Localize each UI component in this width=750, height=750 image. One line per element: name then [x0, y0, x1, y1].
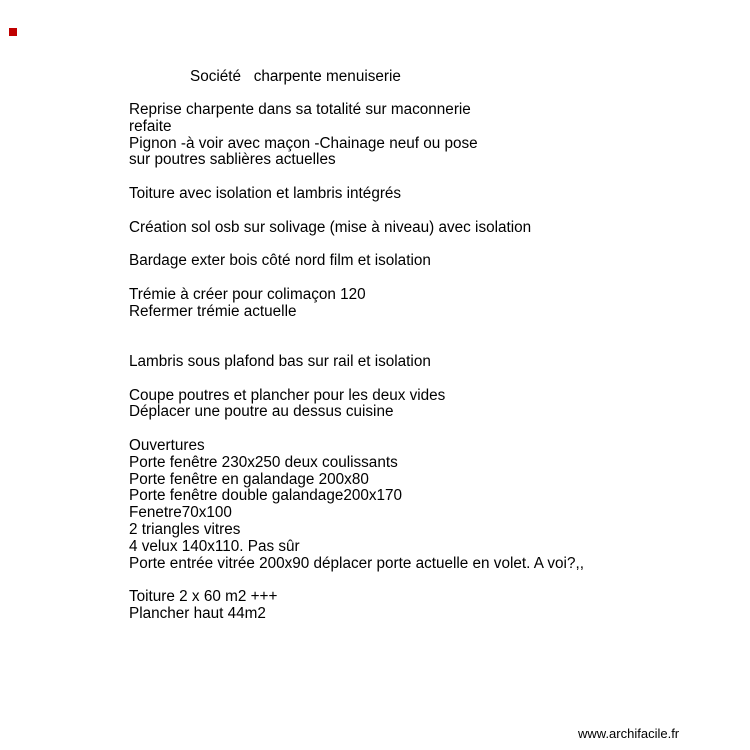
doc-line [129, 572, 730, 589]
page-title: Société charpente menuiserie [190, 68, 401, 85]
doc-line: Trémie à créer pour colimaçon 120 [129, 285, 366, 303]
doc-line: Porte fenêtre double galandage200x170 [129, 487, 403, 505]
doc-body [129, 102, 730, 623]
doc-line: Plancher haut 44m2 [129, 604, 266, 622]
footer-url: www.archifacile.fr [578, 726, 680, 741]
doc-line [129, 169, 730, 186]
doc-line: Porte entrée vitrée 200x90 déplacer porte actuelle en volet. A voi?,, [129, 554, 584, 572]
doc-line: Ouvertures [129, 436, 205, 454]
doc-line: Toiture 2 x 60 m2 +++ [129, 588, 278, 606]
doc-line: Porte fenêtre en galandage 200x80 [129, 470, 369, 488]
doc-line [129, 320, 730, 337]
doc-line [129, 421, 730, 438]
red-marker [9, 28, 17, 36]
doc-line: 2 triangles vitres [129, 520, 241, 538]
doc-line: Toiture avec isolation et lambris intégrés [129, 184, 402, 202]
doc-line: Refermer trémie actuelle [129, 302, 297, 320]
doc-line: sur poutres sablières actuelles [129, 151, 336, 169]
doc-line [129, 203, 730, 220]
doc-line: Création sol osb sur solivage (mise à niveau) avec isolation [129, 218, 532, 236]
doc-line: Déplacer une poutre au dessus cuisine [129, 403, 394, 421]
doc-line [129, 337, 730, 354]
doc-line: Porte fenêtre 230x250 deux coulissants [129, 453, 398, 471]
doc-line: 4 velux 140x110. Pas sûr [129, 537, 300, 555]
doc-line [129, 270, 730, 287]
doc-line: Pignon -à voir avec maçon -Chainage neuf ou pose [129, 134, 478, 152]
doc-line [129, 371, 730, 388]
doc-line: Fenetre70x100 [129, 504, 232, 522]
doc-line: refaite [129, 117, 172, 135]
doc-line: Bardage exter bois côté nord film et isolation [129, 252, 431, 270]
doc-line: Lambris sous plafond bas sur rail et isolation [129, 352, 431, 370]
doc-line: Coupe poutres et plancher pour les deux vides [129, 386, 446, 404]
doc-line [129, 236, 730, 253]
doc-line: Reprise charpente dans sa totalité sur maconnerie [129, 101, 471, 118]
